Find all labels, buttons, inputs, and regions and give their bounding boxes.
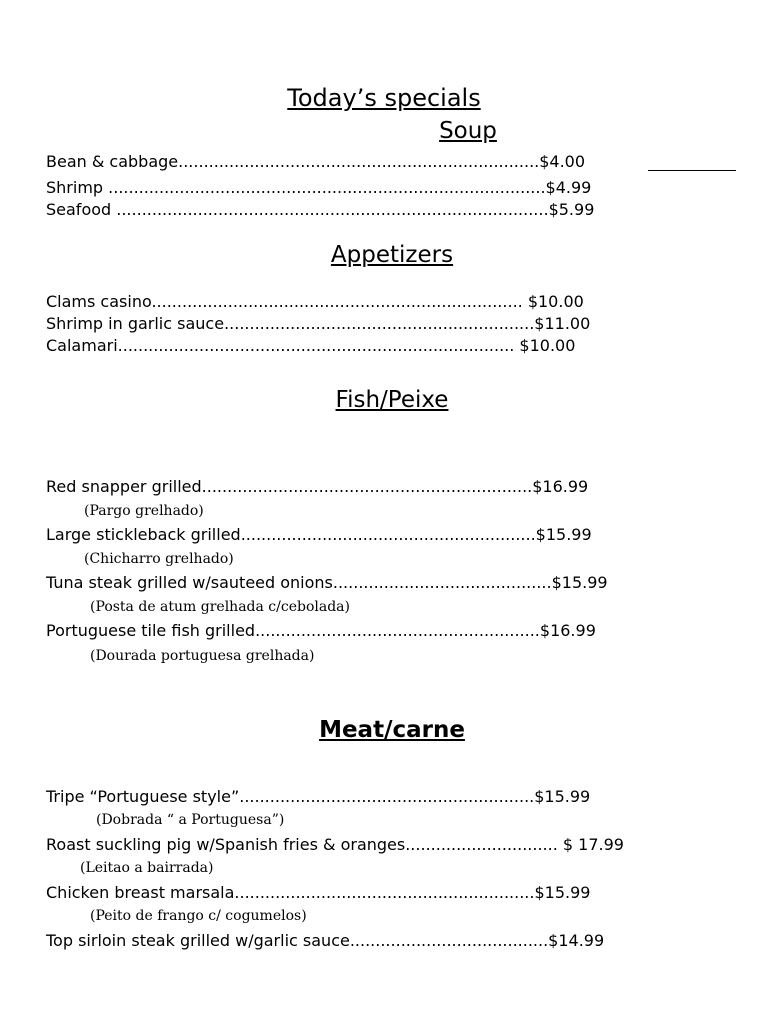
menu-item-translation: (Chicharro grelhado) — [84, 551, 234, 567]
underline-rule — [648, 170, 736, 171]
menu-item: Calamari.............................................................................. $10.00 — [46, 336, 576, 355]
section-heading-appetizers: Appetizers — [330, 242, 454, 268]
menu-item-translation: (Dobrada “ a Portuguesa”) — [96, 812, 285, 828]
menu-item-translation: (Pargo grelhado) — [84, 503, 204, 519]
menu-item: Portuguese tile fish grilled........................................................$16.99 — [46, 621, 596, 640]
menu-item: Large stickleback grilled..........................................................$15.99 — [46, 525, 592, 544]
menu-item-translation: (Posta de atum grelhada c/cebolada) — [90, 599, 350, 615]
menu-item: Clams casino......................................................................... $10.00 — [46, 292, 584, 311]
section-heading-soup: Soup — [439, 118, 497, 144]
page-title: Today’s specials — [287, 84, 481, 112]
menu-item-translation: (Peito de frango c/ cogumelos) — [90, 908, 307, 924]
menu-item: Bean & cabbage.......................................................................$4.00 — [46, 152, 586, 171]
menu-item: Tuna steak grilled w/sauteed onions...........................................$15.99 — [46, 573, 608, 592]
menu-item: Shrimp in garlic sauce.............................................................$11.00 — [46, 314, 591, 333]
menu-item: Chicken breast marsala...........................................................$15.99 — [46, 883, 591, 902]
menu-item: Shrimp ......................................................................................$4.99 — [46, 178, 592, 197]
section-heading-fish: Fish/Peixe — [335, 387, 449, 413]
menu-item: Tripe “Portuguese style”..........................................................$15.99 — [46, 787, 591, 806]
menu-item-translation: (Leitao a bairrada) — [80, 860, 214, 876]
menu-item: Roast suckling pig w/Spanish fries & oranges.............................. $ 17.99 — [46, 835, 624, 854]
menu-item: Seafood .....................................................................................$5.99 — [46, 200, 595, 219]
section-heading-meat: Meat/carne — [319, 717, 465, 743]
menu-item: Top sirloin steak grilled w/garlic sauce.......................................$14.99 — [46, 931, 605, 950]
menu-item: Red snapper grilled.................................................................$16.99 — [46, 477, 589, 496]
menu-item-translation: (Dourada portuguesa grelhada) — [90, 648, 315, 664]
